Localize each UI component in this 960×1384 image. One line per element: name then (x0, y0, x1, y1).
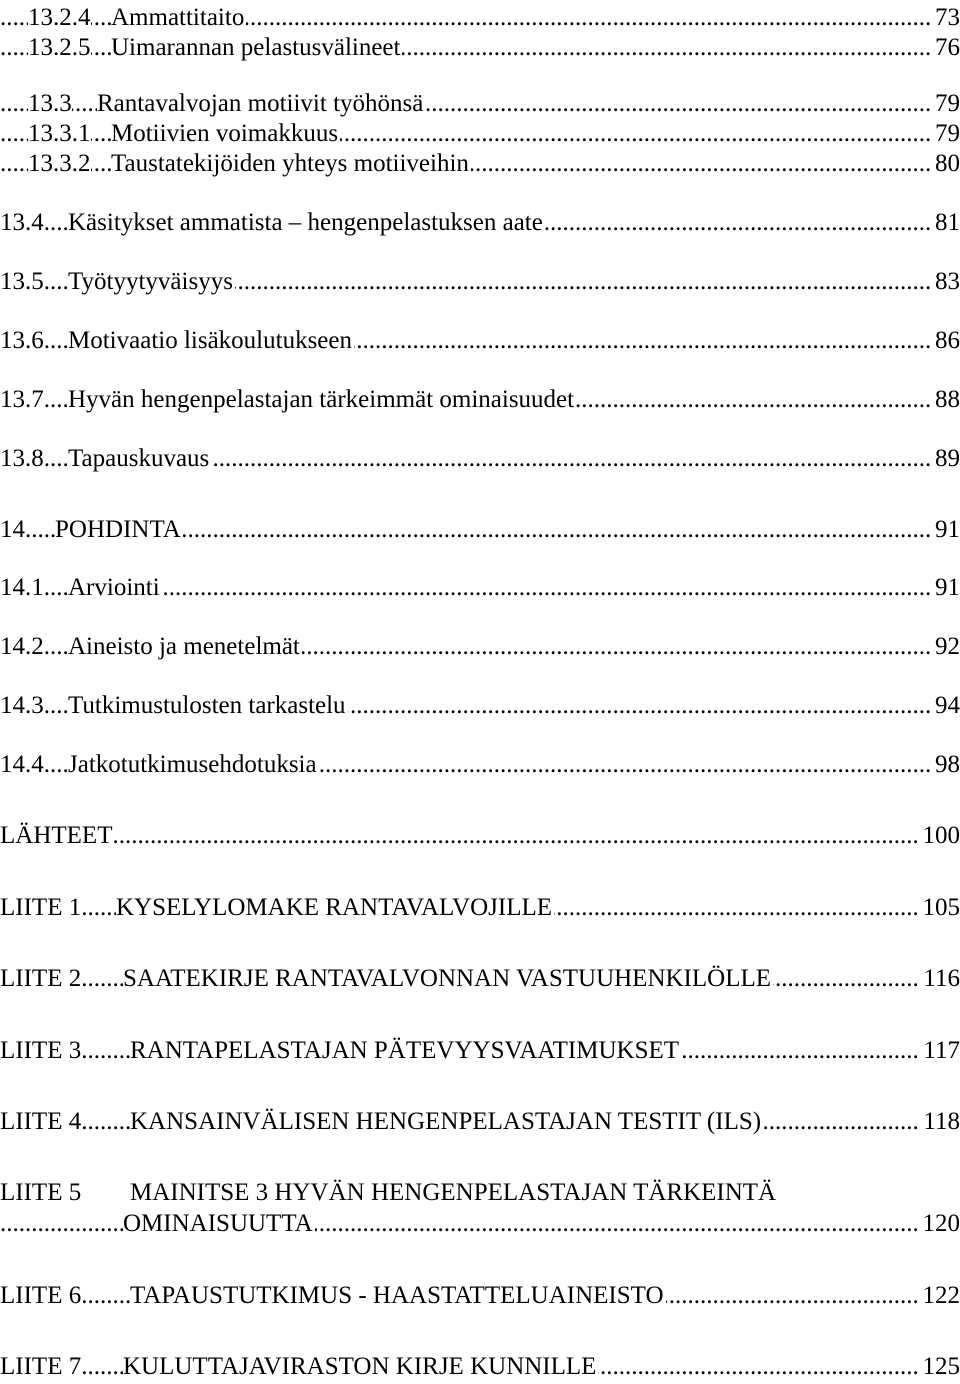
toc-entry-number: LIITE 2 (0, 962, 81, 996)
toc-entry-page: 88 (932, 383, 960, 417)
toc-entry-page: 122 (920, 1279, 960, 1313)
toc-entry-page: 98 (932, 748, 960, 782)
toc-entry-number: 13.4 (0, 206, 44, 240)
toc-entry-number: 13.3.1 (28, 117, 91, 151)
toc-entry-title: KYSELYLOMAKE RANTAVALVOJILLE (116, 891, 554, 925)
toc-entry-page: 125 (920, 1350, 960, 1384)
toc-entry-number: LIITE 1 (0, 891, 81, 925)
toc-entry[interactable] (0, 1105, 960, 1139)
toc-entry-title: Työtyytyväisyys (68, 265, 235, 299)
toc-entry-page: 91 (932, 571, 960, 605)
toc-entry-title: Tapauskuvaus (68, 442, 211, 476)
toc-entry-number: 14 (0, 513, 25, 547)
toc-entry[interactable] (0, 962, 960, 996)
toc-entry[interactable] (0, 1207, 960, 1241)
toc-entry-number: LIITE 7 (0, 1350, 81, 1384)
toc-entry-page: 120 (920, 1207, 960, 1241)
toc-entry-page: 81 (932, 206, 960, 240)
toc-entry-number: LIITE 4 (0, 1105, 81, 1139)
toc-entry-title: TAPAUSTUTKIMUS - HAASTATTELUAINEISTO (130, 1279, 666, 1313)
toc-entry[interactable] (0, 513, 960, 547)
toc-entry-title: Aineisto ja menetelmät (68, 630, 302, 664)
toc-entry[interactable] (0, 819, 960, 853)
toc-entry-number: 13.2.4 (28, 1, 91, 35)
toc-entry-number: LIITE 3 (0, 1034, 81, 1068)
toc-entry-page: 92 (932, 630, 960, 664)
toc-entry[interactable] (0, 31, 960, 65)
toc-entry-title: SAATEKIRJE RANTAVALVONNAN VASTUUHENKILÖLLE (123, 962, 773, 996)
toc-entry-number: 13.3.2 (28, 147, 91, 181)
toc-entry[interactable] (0, 1279, 960, 1313)
toc-entry-title: Taustatekijöiden yhteys motiiveihin (111, 147, 471, 181)
toc-entry-number: 14.2 (0, 630, 44, 664)
toc-entry[interactable] (0, 87, 960, 121)
toc-entry[interactable] (0, 442, 960, 476)
toc-entry-number: 14.1 (0, 571, 44, 605)
toc-entry-title: KANSAINVÄLISEN HENGENPELASTAJAN TESTIT (ILS) (130, 1105, 763, 1139)
toc-entry-page: 117 (920, 1034, 960, 1068)
toc-entry-title: Motivaatio lisäkoulutukseen (68, 324, 354, 358)
toc-entry-page: 79 (932, 87, 960, 121)
toc-entry-page: 105 (920, 891, 960, 925)
toc-entry-page: 76 (932, 31, 960, 65)
toc-entry[interactable] (0, 630, 960, 664)
toc-entry-title: Hyvän hengenpelastajan tärkeimmät ominaisuudet (68, 383, 576, 417)
toc-entry[interactable] (0, 383, 960, 417)
toc-entry-title: Uimarannan pelastusvälineet (111, 31, 402, 65)
toc-entry-title: Rantavalvojan motiivit työhönsä (97, 87, 425, 121)
toc-entry-number: 14.3 (0, 689, 44, 723)
toc-entry-number: 13.6 (0, 324, 44, 358)
toc-entry[interactable] (0, 265, 960, 299)
toc-entry-number: 13.7 (0, 383, 44, 417)
toc-entry[interactable] (0, 891, 960, 925)
toc-entry-number: 13.8 (0, 442, 44, 476)
toc-entry-title-line1: MAINITSE 3 HYVÄN HENGENPELASTAJAN TÄRKEINTÄ (130, 1176, 776, 1210)
toc-entry-number: 13.5 (0, 265, 44, 299)
toc-entry-number: LIITE 5 (0, 1176, 81, 1210)
toc-entry-page: 100 (920, 819, 960, 853)
toc-entry-number: 13.2.5 (28, 31, 91, 65)
toc-entry-title: Ammattitaito (111, 1, 246, 35)
toc-entry[interactable] (0, 117, 960, 151)
toc-entry-title: Jatkotutkimusehdotuksia (68, 748, 319, 782)
toc-entry-title: LÄHTEET (0, 819, 114, 853)
toc-entry-number: 13.3 (28, 87, 72, 121)
toc-entry[interactable] (0, 324, 960, 358)
toc-entry-title: RANTAPELASTAJAN PÄTEVYYSVAATIMUKSET (130, 1034, 681, 1068)
toc-entry[interactable] (0, 1350, 960, 1384)
toc-entry[interactable] (0, 206, 960, 240)
toc-entry-title: POHDINTA (55, 513, 183, 547)
toc-entry-page: 83 (932, 265, 960, 299)
toc-entry[interactable] (0, 1, 960, 35)
toc-entry-title: Tutkimustulosten tarkastelu (68, 689, 348, 723)
toc-entry-page: 89 (932, 442, 960, 476)
toc-entry-title: KULUTTAJAVIRASTON KIRJE KUNNILLE (123, 1350, 598, 1384)
toc-entry-page: 94 (932, 689, 960, 723)
toc-entry[interactable] (0, 689, 960, 723)
toc-entry-title: Arviointi (68, 571, 162, 605)
toc-entry-number: 14.4 (0, 748, 44, 782)
toc-entry-page: 118 (920, 1105, 960, 1139)
toc-entry[interactable] (0, 571, 960, 605)
toc-entry[interactable] (0, 1034, 960, 1068)
toc-entry-title: Käsitykset ammatista – hengenpelastuksen aate (68, 206, 545, 240)
toc-entry-title: OMINAISUUTTA (123, 1207, 315, 1241)
dot-leader (0, 819, 960, 853)
toc-entry-page: 86 (932, 324, 960, 358)
toc-entry-page: 80 (932, 147, 960, 181)
toc-entry-page: 79 (932, 117, 960, 151)
toc-entry-page: 116 (920, 962, 960, 996)
toc-entry[interactable] (0, 748, 960, 782)
toc-entry-title: Motiivien voimakkuus (111, 117, 340, 151)
toc-entry-page: 91 (932, 513, 960, 547)
toc-entry-page: 73 (932, 1, 960, 35)
toc-entry-number: LIITE 6 (0, 1279, 81, 1313)
toc-entry[interactable] (0, 147, 960, 181)
